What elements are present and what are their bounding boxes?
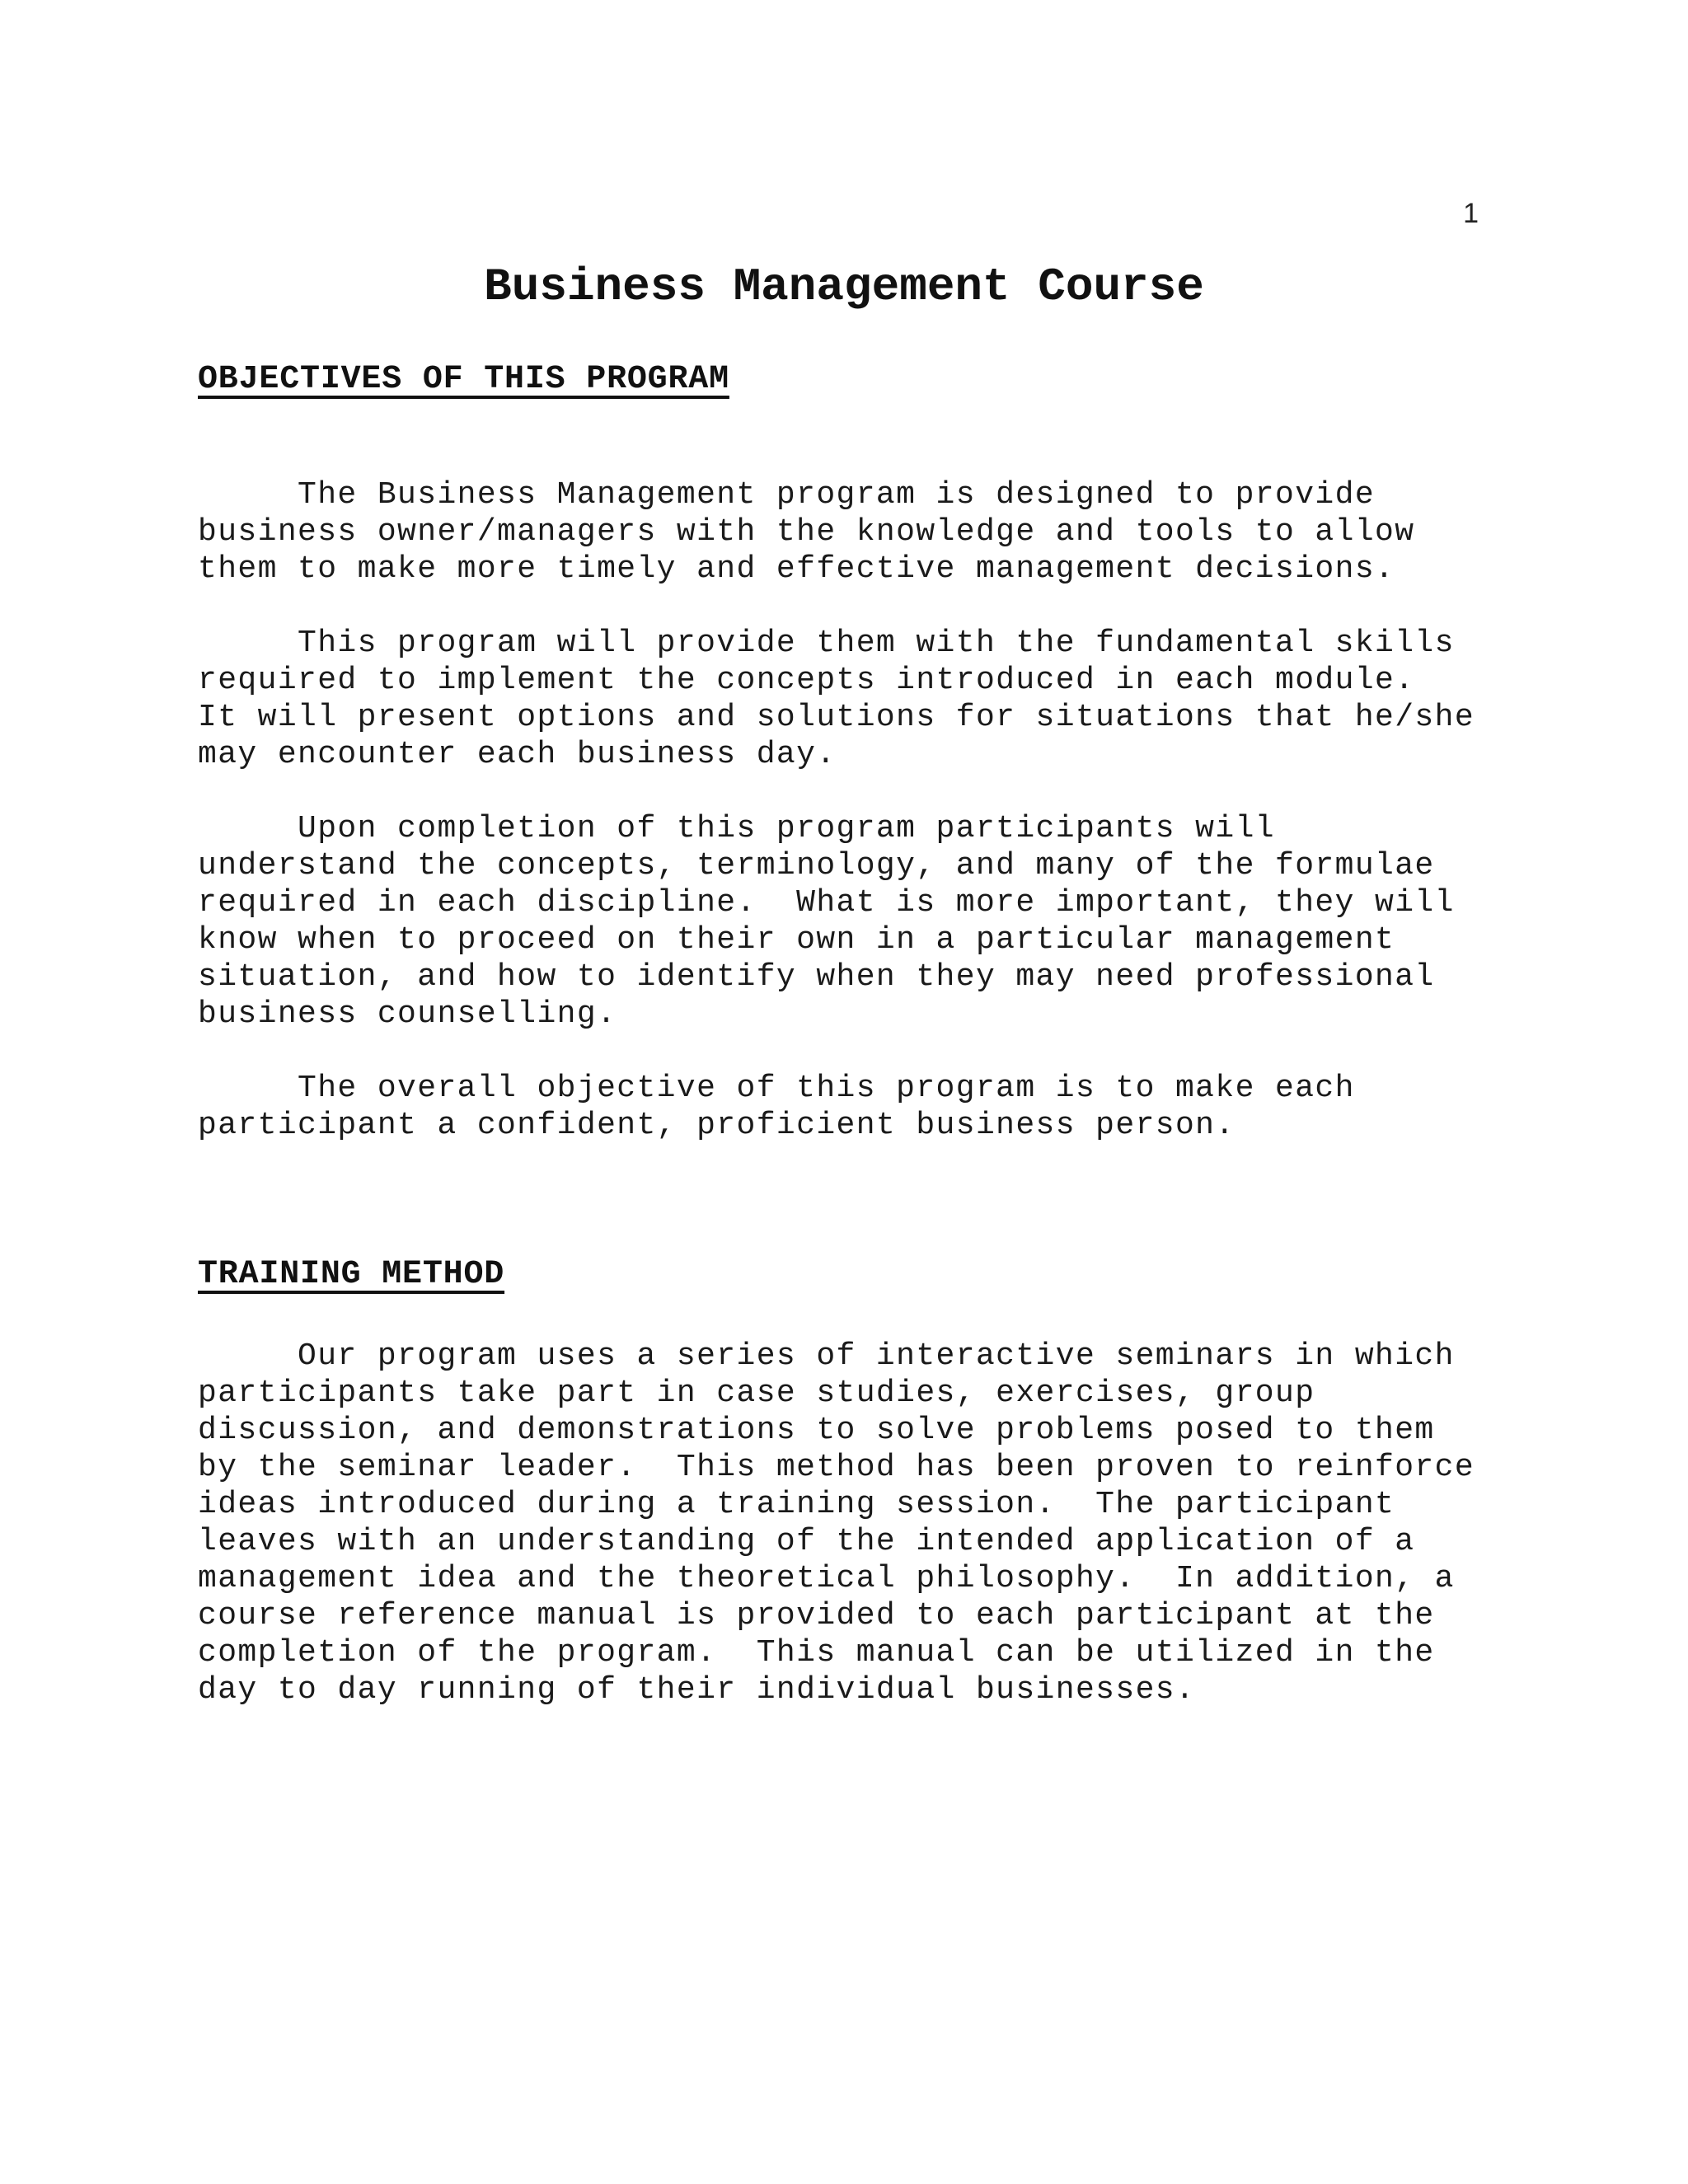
training-paragraph-1: Our program uses a series of interactive seminars in which participants take part in case studies, exercises, group discussion, and demonstrations to solve problems posed to them by the seminar leader. This method has been proven to reinforce ideas introduced during a training session. The participant leaves with an understanding of the intended application of a management idea and the theoretical philosophy. In addition, a course reference manual is provided to each participant at the completion of the program. This manual can be utilized in the day to day running of their individual businesses. (198, 1338, 1475, 1708)
page-title: Business Management Course (484, 260, 1204, 313)
objectives-paragraph-3: Upon completion of this program participants will understand the concepts, terminology, and many of the formulae required in each discipline. What is more important, they will know when to proceed on their own in a particular management situation, and how to identify when they may need professional business counselling. (198, 811, 1455, 1032)
objectives-paragraph-1: The Business Management program is designed to provide business owner/managers with the knowledge and tools to allow them to make more timely and effective management decisions. (198, 477, 1415, 587)
objectives-paragraph-4: The overall objective of this program is to make each participant a confident, proficient business person. (198, 1071, 1355, 1143)
section-heading-objectives: OBJECTIVES OF THIS PROGRAM (198, 361, 729, 398)
objectives-paragraph-2: This program will provide them with the fundamental skills required to implement the concepts introduced in each module. It will present options and solutions for situations that he/she may encounter each business day. (198, 626, 1475, 772)
section-heading-training-method: TRAINING METHOD (198, 1256, 505, 1293)
page-number: 1 (1463, 198, 1479, 229)
